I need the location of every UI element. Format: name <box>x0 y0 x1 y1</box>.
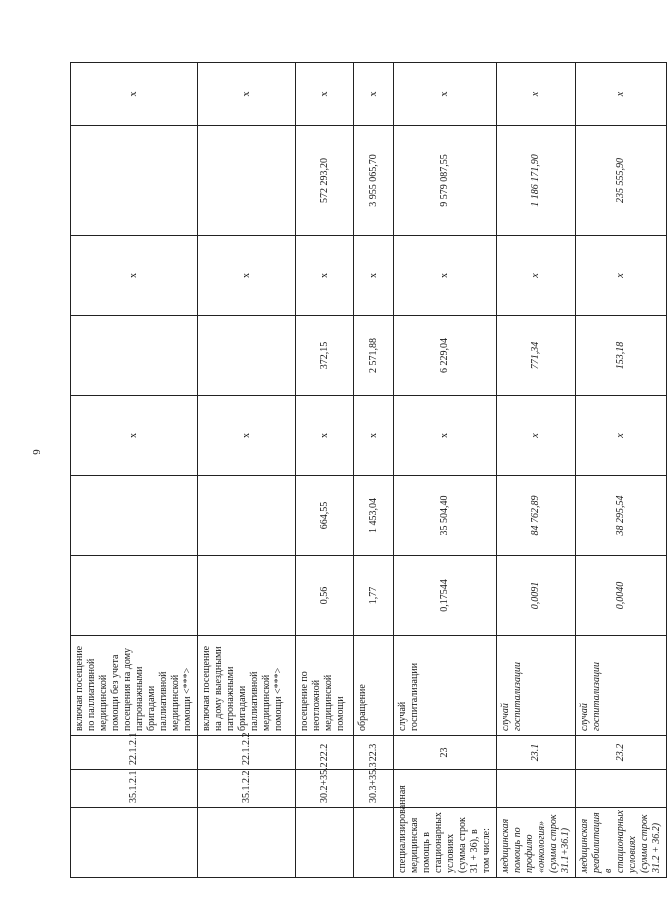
cell-unit: посещение по неотложной медицинской помощи <box>296 636 354 736</box>
cell-label: специализированная медицинская помощь в стационарных условиях (сумма строк 31 + 36), в том числе: <box>394 808 497 878</box>
cell-x: х <box>198 236 296 316</box>
cell-x: х <box>497 63 576 126</box>
cell-cost: 1 453,04 <box>354 476 394 556</box>
cell-label <box>354 808 394 878</box>
cell-per-capita: 153,18 <box>576 316 667 396</box>
page-number: 6 <box>30 449 42 455</box>
cell-per-capita: 2 571,88 <box>354 316 394 396</box>
cell-x: х <box>394 236 497 316</box>
cell-line-no: 23 <box>394 736 497 770</box>
cell-volume: 0,0091 <box>497 556 576 636</box>
cell-x: х <box>354 396 394 476</box>
cell-x: х <box>394 63 497 126</box>
cell-line-no: 23.2 <box>576 736 667 770</box>
cell-x: х <box>198 63 296 126</box>
cell-line-ref: 35.1.2.2 <box>198 770 296 808</box>
cell-cost: 84 762,89 <box>497 476 576 556</box>
cell-per-capita: 771,34 <box>497 316 576 396</box>
cell-per-capita <box>71 316 198 396</box>
cell-cost: 664,55 <box>296 476 354 556</box>
cell-x: х <box>497 396 576 476</box>
cell-x: х <box>354 63 394 126</box>
cell-x: х <box>198 396 296 476</box>
cell-line-ref <box>576 770 667 808</box>
cell-line-no: 22.1.2.2 <box>198 736 296 770</box>
cell-x: х <box>394 396 497 476</box>
cell-cost: 38 295,54 <box>576 476 667 556</box>
cell-x: х <box>497 236 576 316</box>
cell-per-capita: 6 229,04 <box>394 316 497 396</box>
cell-unit: случай госпитализации <box>497 636 576 736</box>
cell-line-ref <box>497 770 576 808</box>
cell-total <box>71 126 198 236</box>
cell-label <box>71 808 198 878</box>
cell-line-no: 22.2 <box>296 736 354 770</box>
cell-x: х <box>576 63 667 126</box>
cell-per-capita <box>198 316 296 396</box>
table-row <box>576 63 667 878</box>
rotated-table-container <box>70 63 662 878</box>
cell-cost <box>71 476 198 556</box>
cell-label: медицинская помощь по профилю «онкология» (сумма строк 31.1+36.1) <box>497 808 576 878</box>
cell-unit: случай госпитализации <box>576 636 667 736</box>
cell-line-no: 23.1 <box>497 736 576 770</box>
cell-total: 9 579 087,55 <box>394 126 497 236</box>
cell-unit: включая посещение на дому выездными патронажными бригадами паллиативной медицинской помощи <***> <box>198 636 296 736</box>
cell-x: х <box>296 63 354 126</box>
cell-volume: 0,17544 <box>394 556 497 636</box>
cell-volume: 1,77 <box>354 556 394 636</box>
cell-line-no: 22.1.2.1 <box>71 736 198 770</box>
cell-line-ref: 30.2+35.2 <box>296 770 354 808</box>
cell-x: х <box>576 236 667 316</box>
cell-unit: включая посещение по паллиативной медицинской помощи без учета посещения на дому патронажными бригадами паллиативной медицинской помощи <***> <box>71 636 198 736</box>
cell-unit: случай госпитализации <box>394 636 497 736</box>
cell-per-capita: 372,15 <box>296 316 354 396</box>
table-row <box>296 63 354 878</box>
cell-x: х <box>354 236 394 316</box>
table-row <box>71 63 198 878</box>
table-row <box>354 63 394 878</box>
cell-cost: 35 504,40 <box>394 476 497 556</box>
cell-total: 235 555,90 <box>576 126 667 236</box>
table-row <box>497 63 576 878</box>
financing-table <box>70 62 667 878</box>
cell-volume: 0,0040 <box>576 556 667 636</box>
cell-total <box>198 126 296 236</box>
cell-cost <box>198 476 296 556</box>
cell-total: 1 186 171,90 <box>497 126 576 236</box>
cell-x: х <box>71 396 198 476</box>
cell-line-ref: 30.3+35.3 <box>354 770 394 808</box>
cell-label <box>296 808 354 878</box>
table-row <box>198 63 296 878</box>
cell-x: х <box>71 236 198 316</box>
cell-x: х <box>296 236 354 316</box>
cell-unit: обращение <box>354 636 394 736</box>
cell-total: 572 293,20 <box>296 126 354 236</box>
cell-x: х <box>296 396 354 476</box>
cell-line-no: 22.3 <box>354 736 394 770</box>
cell-total: 3 955 065,70 <box>354 126 394 236</box>
cell-label <box>198 808 296 878</box>
table-body <box>71 63 667 878</box>
cell-line-ref <box>394 770 497 808</box>
cell-line-ref: 35.1.2.1 <box>71 770 198 808</box>
cell-volume: 0,56 <box>296 556 354 636</box>
cell-volume <box>198 556 296 636</box>
cell-label: медицинская реабилитация в стационарных условиях (сумма строк 31.2 + 36.2) <box>576 808 667 878</box>
table-row <box>394 63 497 878</box>
cell-x: х <box>71 63 198 126</box>
cell-volume <box>71 556 198 636</box>
cell-x: х <box>576 396 667 476</box>
